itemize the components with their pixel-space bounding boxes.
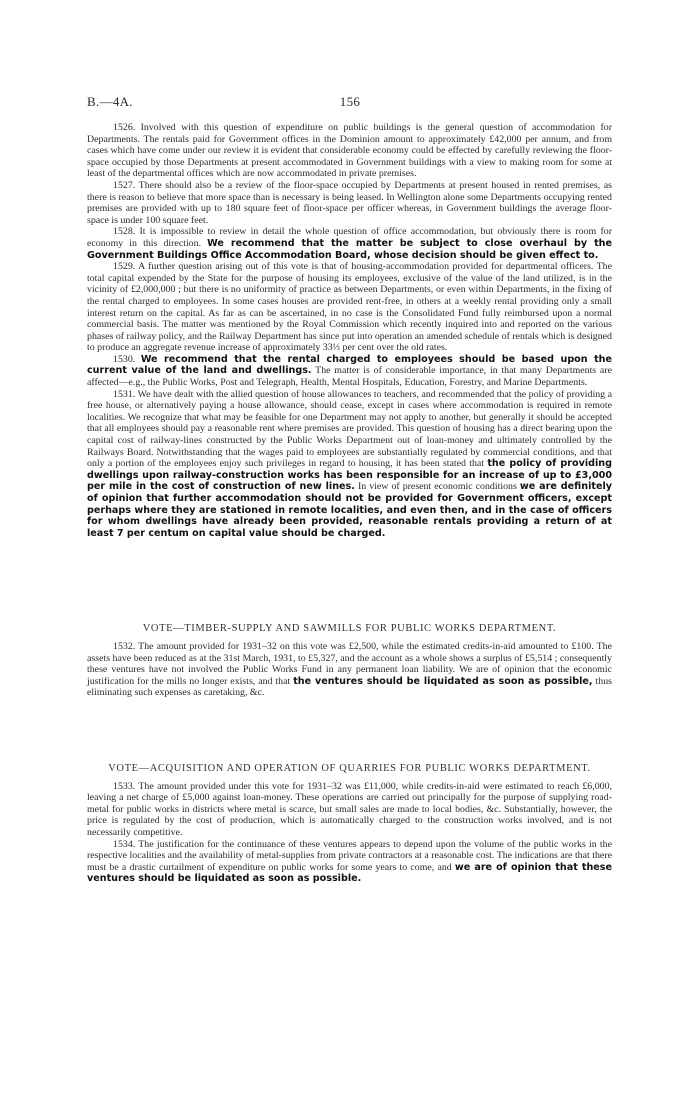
paragraph-1530-text: The matter is of considerable importance, in that many Departments are affected—e.g., the Public Works, Post and Telegraph, Health, Mental Hospitals, Education, Forestry, and Marine Departments. — [87, 365, 612, 389]
page-number: 156 — [339, 94, 361, 109]
paragraph-1530 — [87, 354, 612, 389]
paragraph-1531-bold-1: the policy of providing dwellings upon railway-construction works has been responsible for an increase of up to £3,000 per mile in the cost of construction of new lines. — [87, 458, 613, 493]
paragraph-1532-bold: the ventures should be liquidated as soon as possible, — [293, 675, 593, 687]
section-spacer — [87, 699, 612, 763]
section-spacer — [87, 539, 612, 623]
paragraph-1534-bold: we are of opinion that these ventures should be liquidated as soon as possible. — [87, 861, 613, 885]
paragraph-1530-recommendation: We recommend that the rental charged to employees should be based upon the current value of the land and dwellings. — [87, 353, 612, 377]
paragraph-1533: 1533. The amount provided under this vote for 1931–32 was £11,000, while credits-in-aid were estimated to reach £6,000, leaving a net charge of £5,000 against loan-money. These operations are carried out principally for the purpose of supplying road-metal for public works in districts where metal is scarce, but small sales are made to local bodies, &c. Substantially, however, the price is regulated by the cost of production, which is automatically charged to the construction works involved, and is not necessarily competitive. — [87, 780, 612, 838]
document-code: B.—4A. — [87, 94, 133, 109]
paragraph-1526: 1526. Involved with this question of expenditure on public buildings is the general question of accommodation for Departments. The rentals paid for Government offices in the Dominion amount to approximately £42,000 per annum, and from cases which have come under our review it is evident that considerable economy could be effected by carefully reviewing the floor-space occupied by those Departments at present accommodated in Government buildings with a view to making room for some at least of the departmental offices which are now accommodated in private premises. — [87, 122, 612, 180]
paragraph-1528-recommendation: We recommend that the matter be subject to close overhaul by the Government Buildings Office Accommodation Board, whose decision should be given effect to. — [87, 237, 612, 261]
heading-quarries: VOTE—ACQUISITION AND OPERATION OF QUARRIES FOR PUBLIC WORKS DEPARTMENT. — [108, 762, 591, 774]
paragraph-1531-text-1: 1531. We have dealt with the allied question of house allowances to teachers, and recommended that the policy of providing a free house, or alternatively paying a house allowance, should cease, except in cases where accommodation is required in remote localities. We recognize that what may be feasible for one Department may not apply to another, but generally it should be accepted that all employees should pay a reasonable rent where premises are provided. This question of housing has a direct bearing upon the capital cost of railway-lines constructed by the Public Works Department out of loan-money and ultimately controlled by the Railways Board. Notwithstanding that the wages paid to employees are substantially regulated by commercial conditions, and that only a portion of the employees enjoy such privileges in regard to housing, it has been stated that — [87, 388, 612, 470]
paragraph-1532-text-2: thus eliminating such expenses as caretaking, &c. — [87, 675, 612, 699]
paragraph-1532 — [87, 641, 612, 699]
paragraph-1532-text-1: 1532. The amount provided for 1931–32 on this vote was £2,500, while the estimated credits-in-aid amounted to £100. The assets have been reduced as at the 31st March, 1931, to £5,327, and the account as a whole shows a surplus of £5,514 ; consequently these ventures have not involved the Public Works Fund in any permanent loan liability. We are of opinion that the economic justification for the mills no longer exists, and that — [87, 640, 612, 687]
heading-timber-supply: VOTE—TIMBER-SUPPLY AND SAWMILLS FOR PUBLIC WORKS DEPARTMENT. — [142, 623, 557, 635]
paragraph-1534-text: 1534. The justification for the continuance of these ventures appears to depend upon the volume of the public works in the respective localities and the availability of metal-supplies from private contractors at a reasonable cost. The indications are that there must be a drastic curtailment of expenditure on public works for some years to come, and — [87, 838, 612, 873]
paragraph-1528 — [87, 226, 612, 261]
document-body — [87, 122, 612, 885]
paragraph-1530-number: 1530. — [113, 353, 136, 365]
paragraph-1529: 1529. A further question arising out of this vote is that of housing-accommodation provided for departmental officers. The total capital expended by the State for the purpose of housing its employees, exclusive of the value of the land utilized, is in the vicinity of £2,000,000 ; but there is no uniformity of practice as between Departments, or even within Departments, in the fixing of the rental charged to employees. In some cases houses are provided rent-free, in others at a weekly rental providing only a small interest return on the capital. As far as can be ascertained, in no case is the Consolidated Fund fully reimbursed upon a normal commercial basis. The matter was mentioned by the Royal Commission which recently inquired into and reported on the various phases of railway policy, and the Railway Department has since put into operation an amended schedule of rentals which is designed to produce an aggregate revenue increase of approximately 33⅓ per cent over the old rates. — [87, 261, 612, 354]
paragraph-1531-bold-2: we are definitely of opinion that further accommodation should not be provided for Government officers, except perhaps where they are stationed in remote localities, and even then, and in the case of officers for whom dwellings have already been provided, reasonable rentals providing a return of at least 7 per centum on capital value should be charged. — [87, 481, 613, 539]
paragraph-1528-text: 1528. It is impossible to review in detail the whole question of office accommodation, but obviously there is room for economy in this direction. — [87, 226, 612, 249]
paragraph-1531-text-2: In view of present economic conditions — [357, 481, 517, 493]
paragraph-1527: 1527. There should also be a review of the floor-space occupied by Departments at present housed in rented premises, as there is reason to believe that more space than is necessary is being leased. In Wellington alone some Departments occupying rented premises are provided with up to 180 square feet of floor-space per officer whereas, in Government buildings the average floor-space is under 100 square feet. — [87, 179, 612, 226]
paragraph-1531 — [87, 389, 612, 540]
paragraph-1534 — [87, 839, 612, 885]
